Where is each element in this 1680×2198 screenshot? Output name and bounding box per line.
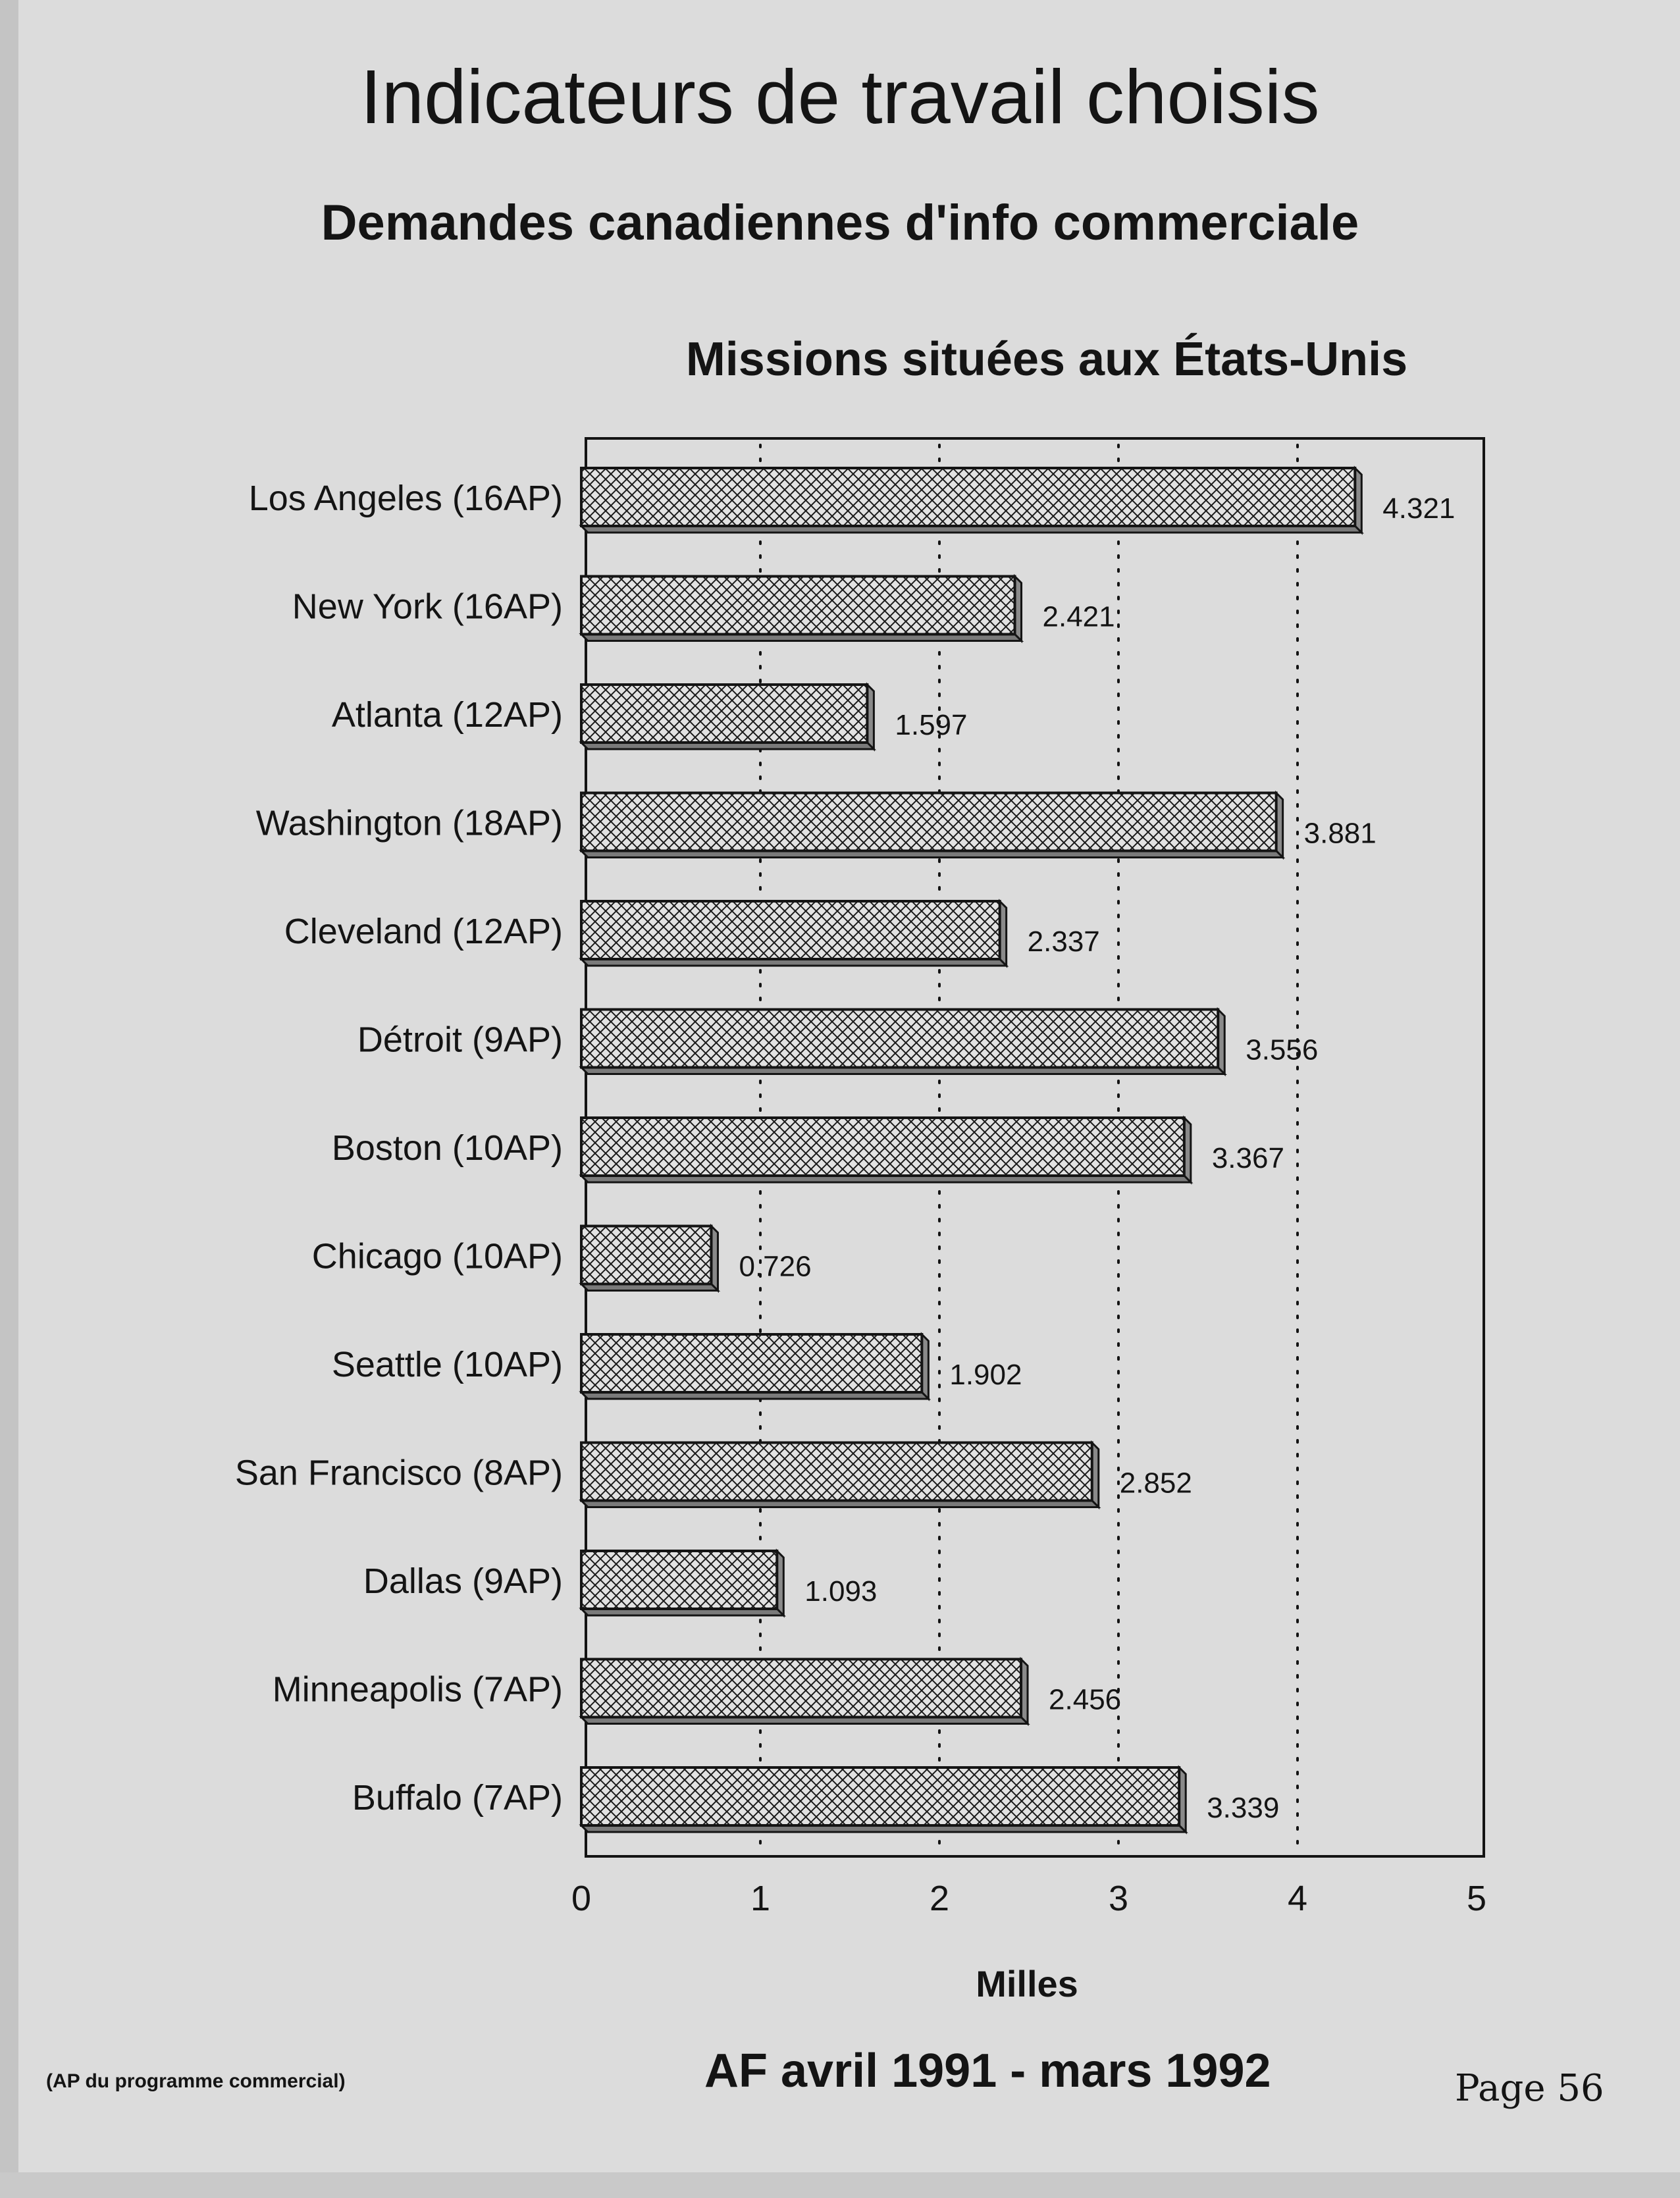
value-label: 2.421	[1042, 600, 1115, 633]
value-label: 1.902	[949, 1359, 1022, 1391]
category-label: Cleveland (12AP)	[284, 912, 563, 951]
page-number: Page 56	[1455, 2067, 1604, 2110]
category-label: Seattle (10AP)	[331, 1345, 563, 1384]
bar	[581, 577, 1015, 635]
page-bottom-shadow	[0, 2172, 1680, 2198]
value-label: 4.321	[1382, 492, 1456, 525]
bar	[581, 1118, 1184, 1176]
chart-title: Missions situées aux États-Unis	[685, 333, 1408, 386]
value-label: 1.597	[895, 709, 968, 741]
footer-note: (AP du programme commercial)	[46, 2070, 346, 2092]
x-tick-label: 1	[750, 1879, 771, 1918]
value-label: 3.367	[1211, 1142, 1284, 1174]
bar-chart	[0, 421, 1680, 2021]
value-label: 3.339	[1207, 1792, 1280, 1824]
category-label: Chicago (10AP)	[311, 1236, 563, 1276]
bar	[581, 1660, 1021, 1717]
page-subtitle: Demandes canadiennes d'info commerciale	[321, 195, 1359, 251]
x-tick-label: 2	[929, 1879, 950, 1918]
x-tick-label: 3	[1108, 1879, 1129, 1918]
bar	[581, 1226, 711, 1284]
category-label: Buffalo (7AP)	[352, 1778, 563, 1818]
bar	[581, 1443, 1092, 1501]
value-label: 1.093	[804, 1575, 878, 1608]
value-label: 2.852	[1119, 1467, 1192, 1500]
plot-area	[235, 438, 1486, 2004]
category-label: Washington (18AP)	[255, 803, 563, 843]
bar	[581, 1010, 1218, 1068]
bar	[581, 468, 1355, 526]
category-label: Minneapolis (7AP)	[272, 1669, 563, 1710]
value-label: 2.456	[1049, 1683, 1122, 1716]
value-label: 0.726	[739, 1250, 812, 1283]
category-label: San Francisco (8AP)	[234, 1453, 563, 1493]
bar	[581, 1551, 777, 1609]
x-tick-label: 4	[1287, 1879, 1308, 1918]
bar	[581, 685, 867, 743]
footer-period: AF avril 1991 - mars 1992	[704, 2045, 1271, 2097]
x-tick-label: 5	[1466, 1879, 1487, 1918]
category-label: Dallas (9AP)	[363, 1561, 563, 1601]
value-label: 2.337	[1027, 926, 1100, 958]
x-axis-label: Milles	[976, 1963, 1078, 2004]
bar	[581, 901, 1000, 959]
category-label: Los Angeles (16AP)	[248, 479, 563, 518]
category-label: Détroit (9AP)	[357, 1020, 563, 1060]
category-label: New York (16AP)	[292, 587, 563, 627]
bar	[581, 1334, 922, 1392]
category-label: Atlanta (12AP)	[331, 695, 563, 735]
x-tick-label: 0	[571, 1879, 592, 1918]
category-label: Boston (10AP)	[331, 1128, 563, 1168]
page-title: Indicateurs de travail choisis	[360, 54, 1320, 140]
value-label: 3.556	[1246, 1034, 1319, 1066]
value-label: 3.881	[1303, 817, 1377, 850]
bar	[581, 793, 1276, 851]
bar	[581, 1767, 1179, 1825]
